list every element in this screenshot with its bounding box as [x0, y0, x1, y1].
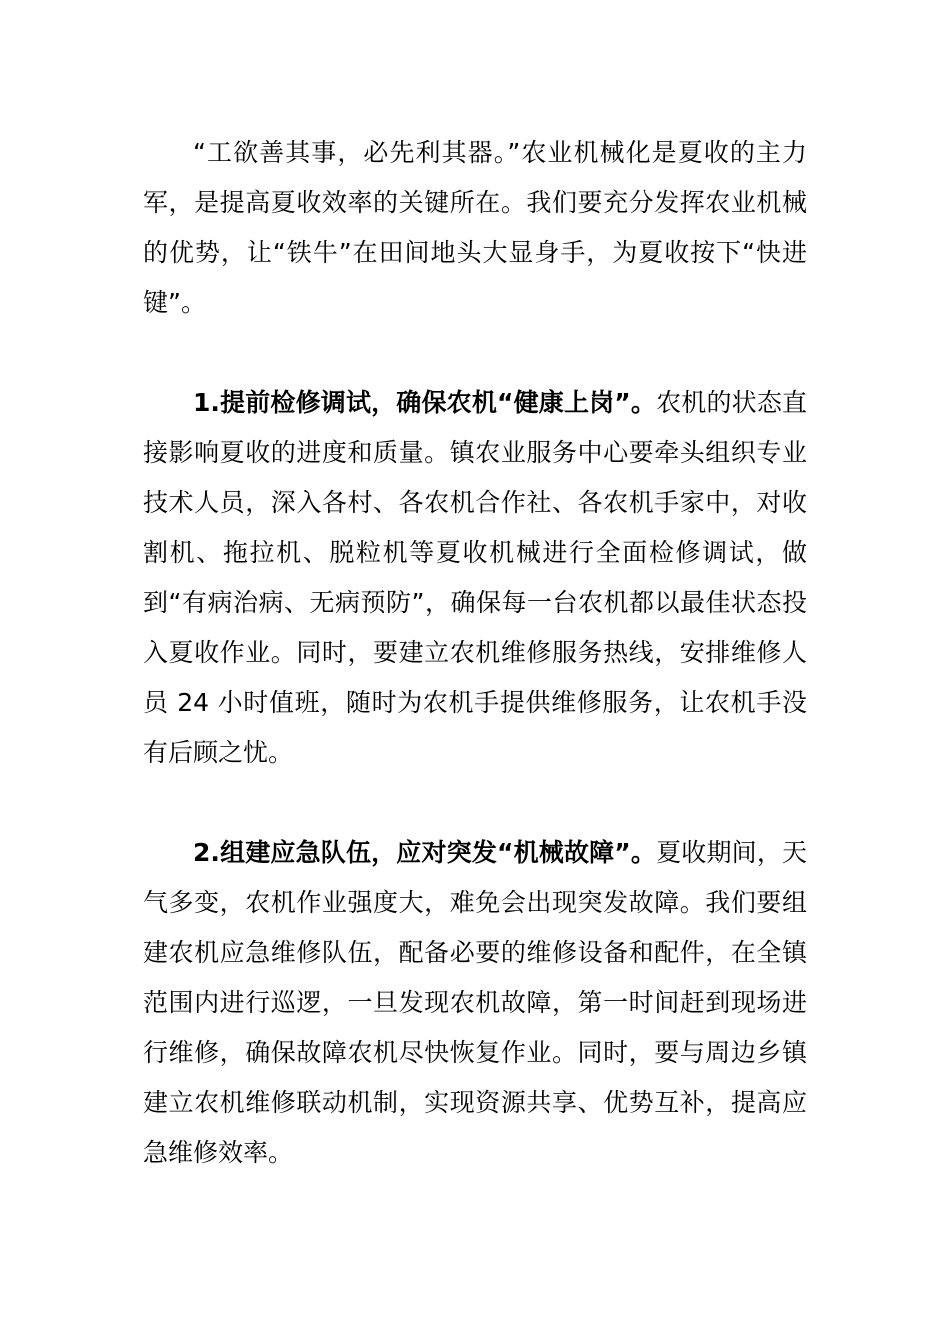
item-paragraph-1 [143, 378, 807, 778]
item-heading-1: 1.提前检修调试，确保农机“健康上岗”。 [193, 388, 657, 417]
intro-paragraph [143, 128, 807, 328]
document-page [143, 128, 807, 1178]
item-body-1: 农机的状态直接影响夏收的进度和质量。镇农业服务中心要牵头组织专业技术人员，深入各村、各农机合作社、各农机手家中，对收割机、拖拉机、脱粒机等夏收机械进行全面检修调试，做到“有病治病、无病预防”，确保每一台农机都以最佳状态投入夏收作业。同时，要建立农机维修服务热线，安排维修人员 24 小时值班，随时为农机手提供维修服务，让农机手没有后顾之忧。 [143, 388, 807, 767]
item-heading-2: 2.组建应急队伍，应对突发“机械故障”。 [193, 838, 657, 867]
item-body-2: 夏收期间，天气多变，农机作业强度大，难免会出现突发故障。我们要组建农机应急维修队伍，配备必要的维修设备和配件，在全镇范围内进行巡逻，一旦发现农机故障，第一时间赶到现场进行维修，确保故障农机尽快恢复作业。同时，要与周边乡镇建立农机维修联动机制，实现资源共享、优势互补，提高应急维修效率。 [143, 838, 807, 1167]
item-paragraph-2 [143, 828, 807, 1178]
intro-text: “工欲善其事，必先利其器。”农业机械化是夏收的主力军，是提高夏收效率的关键所在。我们要充分发挥农业机械的优势，让“铁牛”在田间地头大显身手，为夏收按下“快进键”。 [143, 138, 807, 317]
